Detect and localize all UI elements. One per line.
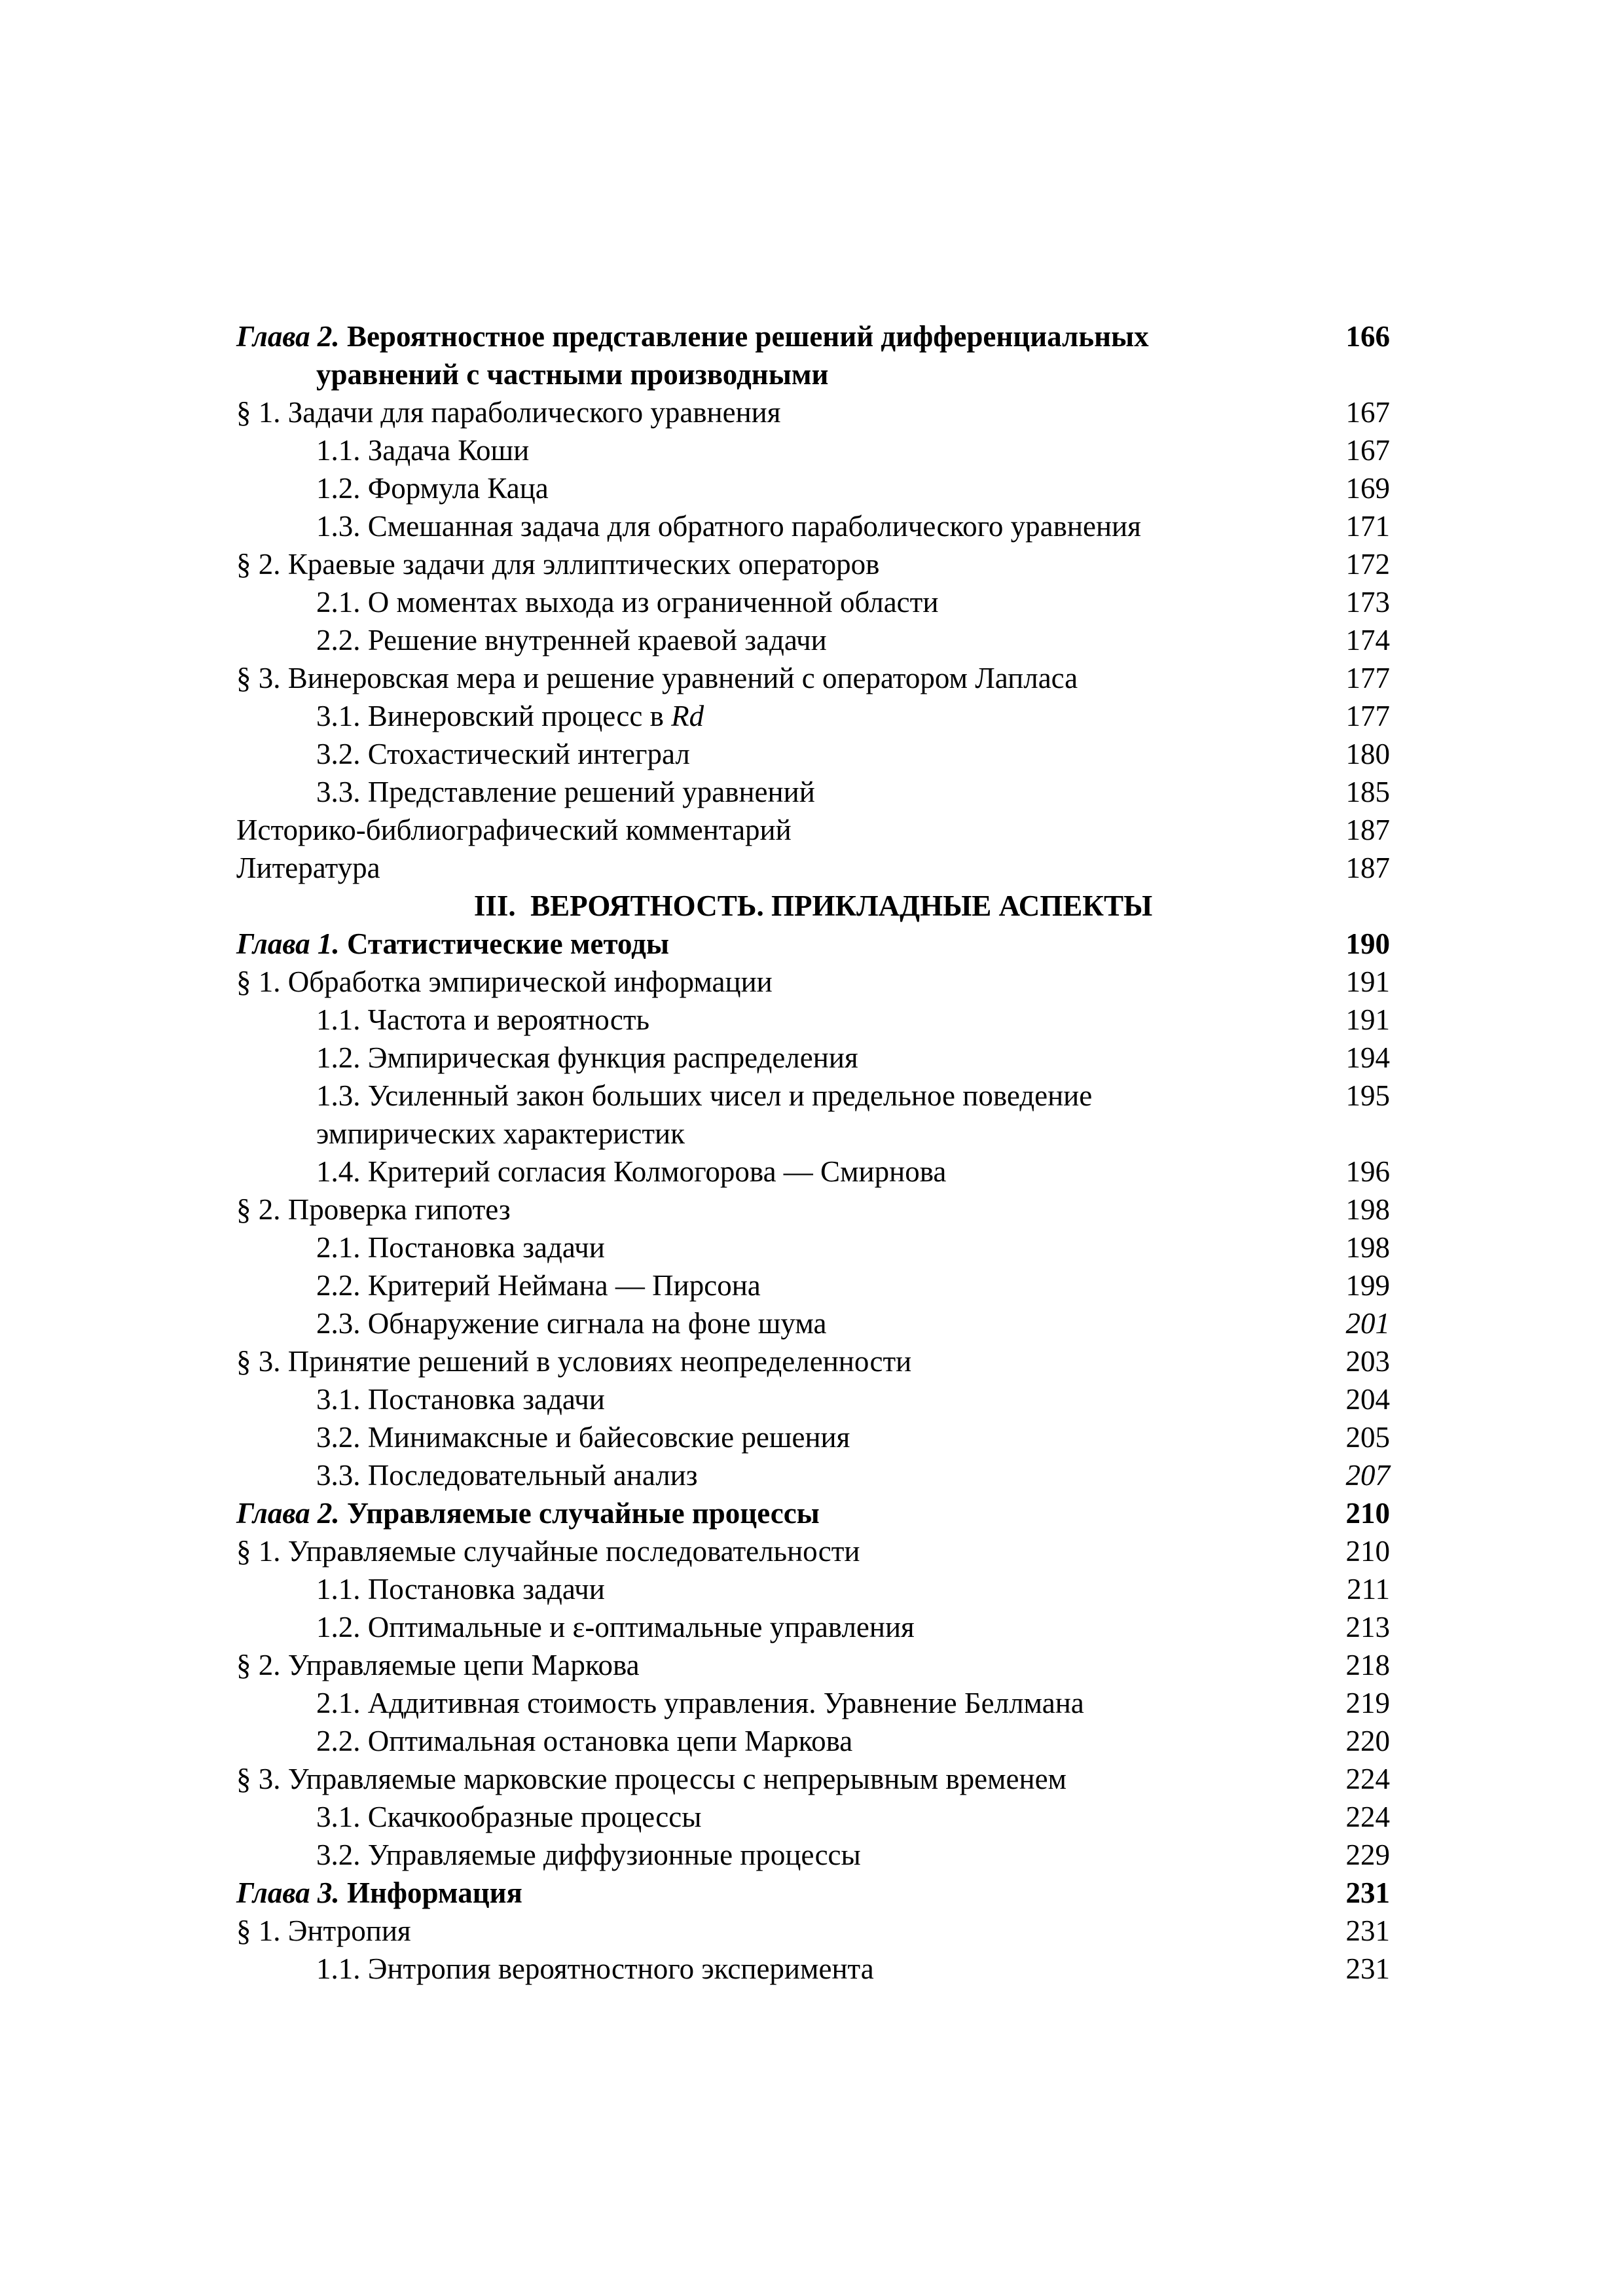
toc-entry-title [316, 1077, 1364, 1153]
toc-entry-title: 2.2. Оптимальная остановка цепи Маркова [316, 1725, 853, 1757]
toc-entry-title: Литература [236, 852, 380, 884]
toc-page-number: 210 [1345, 1535, 1390, 1568]
toc-subsection-problem-statement [236, 1229, 1390, 1266]
toc-page-number: 167 [1345, 396, 1390, 429]
toc-page-number: 199 [1345, 1269, 1390, 1302]
toc-subsection-optimal-stopping [236, 1722, 1390, 1760]
toc-entry-title: 2.2. Критерий Неймана — Пирсона [316, 1269, 761, 1302]
toc-entry-title: § 1. Обработка эмпирической информации [236, 965, 773, 998]
toc-page-number: 211 [1347, 1573, 1390, 1605]
toc-page-number: 198 [1345, 1193, 1390, 1226]
toc-section-parabolic [236, 393, 1390, 431]
toc-subsection-stochastic-integral [236, 735, 1390, 773]
toc-section-decision-uncertainty [236, 1342, 1390, 1380]
toc-entry-title: 2.1. О моментах выхода из ограниченной области [316, 586, 939, 619]
toc-chapter-statistical-methods [236, 925, 1390, 963]
toc-entry-title: 1.3. Смешанная задача для обратного параболического уравнения [316, 510, 1141, 543]
chapter-title: Управляемые случайные процессы [346, 1497, 820, 1530]
toc-section-continuous-time-markov [236, 1760, 1390, 1798]
toc-subsection-mixed-problem [236, 507, 1390, 545]
toc-page-number: 196 [1345, 1155, 1390, 1188]
toc-subsection-interior-boundary [236, 621, 1390, 659]
toc-entry-title: 2.1. Постановка задачи [316, 1231, 605, 1264]
toc-literature [236, 849, 1390, 887]
toc-entry-title: § 2. Проверка гипотез [236, 1193, 511, 1226]
toc-subsection-minimax-bayes [236, 1418, 1390, 1456]
toc-entry-title: 3.3. Представление решений уравнений [316, 776, 815, 808]
toc-entry-title: § 3. Управляемые марковские процессы с непрерывным временем [236, 1763, 1067, 1795]
toc-entry-title: 3.1. Постановка задачи [316, 1383, 605, 1416]
toc-entry-title: 1.1. Задача Коши [316, 434, 530, 467]
toc-subsection-exit-moments [236, 583, 1390, 621]
toc-entry-title [236, 317, 1284, 393]
chapter-label: Глава 2. [236, 1497, 340, 1530]
toc-entry-title: § 1. Задачи для параболического уравнения [236, 396, 781, 429]
chapter-label: Глава 1. [236, 927, 340, 960]
toc-section-controlled-markov-chains [236, 1646, 1390, 1684]
toc-entry-title: § 1. Управляемые случайные последовательности [236, 1535, 860, 1568]
toc-page-number: 220 [1345, 1725, 1390, 1757]
toc-page-number: 169 [1345, 472, 1390, 505]
toc-page-number: 166 [1345, 320, 1390, 353]
toc-entry-title: 3.2. Управляемые диффузионные процессы [316, 1839, 861, 1871]
toc-page-number: 219 [1345, 1687, 1390, 1719]
toc-section-hypothesis-testing [236, 1191, 1390, 1229]
toc-entry-title: 3.2. Стохастический интеграл [316, 738, 690, 770]
toc-entry-title: 3.2. Минимаксные и байесовские решения [316, 1421, 850, 1454]
toc-subsection-bellman-equation [236, 1684, 1390, 1722]
toc-page-number: 172 [1345, 548, 1390, 581]
toc-entry-title: 1.2. Формула Каца [316, 472, 549, 505]
toc-page-number: 174 [1345, 624, 1390, 656]
toc-entry-title [316, 697, 704, 735]
toc-page-number: 231 [1345, 1914, 1390, 1947]
toc-subsection-optimal-controls [236, 1608, 1390, 1646]
toc-page-number: 203 [1345, 1345, 1390, 1378]
chapter-label: Глава 2. [236, 320, 340, 353]
toc-page-number: 198 [1345, 1231, 1390, 1264]
toc-subsection-solution-representation [236, 773, 1390, 811]
toc-page-number: 231 [1345, 1876, 1390, 1909]
chapter-title: Информация [346, 1876, 522, 1909]
toc-page-number: 224 [1345, 1763, 1390, 1795]
toc-entry-title [236, 1494, 820, 1532]
toc-entry-title: § 1. Энтропия [236, 1914, 411, 1947]
toc-page-number: 231 [1345, 1952, 1390, 1985]
toc-entry-title: § 3. Винеровская мера и решение уравнений с оператором Лапласа [236, 662, 1078, 694]
toc-entry-title: 1.1. Постановка задачи [316, 1573, 605, 1605]
toc-page-number: 224 [1345, 1801, 1390, 1833]
toc-entry-title: 2.2. Решение внутренней краевой задачи [316, 624, 827, 656]
toc-subsection-wiener-process [236, 697, 1390, 735]
toc-entry-title: 1.2. Эмпирическая функция распределения [316, 1041, 858, 1074]
toc-subsection-cauchy [236, 431, 1390, 469]
chapter-label: Глава 3. [236, 1876, 340, 1909]
toc-page-number: 210 [1345, 1497, 1390, 1530]
toc-page-number: 201 [1345, 1307, 1390, 1340]
toc-entry-title [236, 925, 669, 963]
toc-section-empirical-info [236, 963, 1390, 1001]
toc-entry-title: 3.3. Последовательный анализ [316, 1459, 698, 1492]
toc-chapter-information [236, 1874, 1390, 1912]
toc-subsection-experiment-entropy [236, 1950, 1390, 1988]
toc-chapter-controlled-processes [236, 1494, 1390, 1532]
toc-page-number: 167 [1345, 434, 1390, 467]
toc-page-number: 205 [1345, 1421, 1390, 1454]
toc-entry-title: 1.1. Частота и вероятность [316, 1003, 650, 1036]
chapter-title-line-2: уравнений с частными производными [316, 358, 829, 391]
toc-section-elliptic [236, 545, 1390, 583]
entry-title-italic: Rd [671, 700, 704, 732]
chapter-title: Статистические методы [346, 927, 670, 960]
toc-page-number: 180 [1345, 738, 1390, 770]
toc-page-number: 171 [1345, 510, 1390, 543]
toc-subsection-controlled-diffusion [236, 1836, 1390, 1874]
toc-subsection-problem-statement [236, 1570, 1390, 1608]
toc-entry-title: 3.1. Скачкообразные процессы [316, 1801, 702, 1833]
toc-section-wiener-measure [236, 659, 1390, 697]
toc-page-number: 195 [1345, 1079, 1390, 1112]
toc-subsection-signal-detection [236, 1304, 1390, 1342]
toc-subsection-sequential-analysis [236, 1456, 1390, 1494]
toc-page-number: 177 [1345, 700, 1390, 732]
toc-historical-commentary [236, 811, 1390, 849]
table-of-contents [236, 317, 1390, 1988]
toc-page-number: 187 [1345, 852, 1390, 884]
toc-page-number: 187 [1345, 814, 1390, 846]
toc-entry-title: 2.1. Аддитивная стоимость управления. Уравнение Беллмана [316, 1687, 1084, 1719]
toc-page-number: 185 [1345, 776, 1390, 808]
toc-page-number: 204 [1345, 1383, 1390, 1416]
toc-section-controlled-sequences [236, 1532, 1390, 1570]
toc-entry-title: 1.4. Критерий согласия Колмогорова — Смирнова [316, 1155, 947, 1188]
toc-subsection-problem-statement [236, 1380, 1390, 1418]
toc-entry-title [236, 1874, 522, 1912]
toc-entry-title: § 2. Краевые задачи для эллиптических операторов [236, 548, 880, 581]
toc-page-number: 194 [1345, 1041, 1390, 1074]
entry-title-line-1: 1.3. Усиленный закон больших чисел и предельное поведение [316, 1079, 1093, 1112]
toc-entry-title: 1.2. Оптимальные и ε-оптимальные управления [316, 1611, 915, 1643]
toc-entry-title: 2.3. Обнаружение сигнала на фоне шума [316, 1307, 827, 1340]
toc-entry-title: § 2. Управляемые цепи Маркова [236, 1649, 640, 1681]
entry-title-line-2: эмпирических характеристик [316, 1117, 685, 1150]
toc-subsection-jump-processes [236, 1798, 1390, 1836]
toc-page-number: 191 [1345, 1003, 1390, 1036]
entry-title-prefix: 3.1. Винеровский процесс в [316, 700, 672, 732]
toc-page-number: 218 [1345, 1649, 1390, 1681]
toc-subsection-neyman-pearson [236, 1266, 1390, 1304]
toc-subsection-frequency-probability [236, 1001, 1390, 1039]
toc-entry-title: § 3. Принятие решений в условиях неопределенности [236, 1345, 912, 1378]
toc-page-number: 213 [1345, 1611, 1390, 1643]
toc-entry-title: Историко-библиографический комментарий [236, 814, 792, 846]
toc-entry-title: 1.1. Энтропия вероятностного эксперимента [316, 1952, 874, 1985]
toc-page-number: 177 [1345, 662, 1390, 694]
toc-subsection-kolmogorov-smirnov [236, 1153, 1390, 1191]
toc-page-number: 173 [1345, 586, 1390, 619]
chapter-title-line-1: Вероятностное представление решений дифференциальных [346, 320, 1149, 353]
toc-page-number: 207 [1345, 1459, 1390, 1492]
part-title: III. ВЕРОЯТНОСТЬ. ПРИКЛАДНЫЕ АСПЕКТЫ [473, 889, 1153, 922]
toc-page-number: 190 [1345, 927, 1390, 960]
toc-chapter-2-probabilistic-representation [236, 317, 1390, 393]
toc-subsection-strong-law [236, 1077, 1390, 1153]
toc-page-number: 191 [1345, 965, 1390, 998]
toc-subsection-empirical-distribution [236, 1039, 1390, 1077]
toc-section-entropy [236, 1912, 1390, 1950]
toc-subsection-kac-formula [236, 469, 1390, 507]
toc-part-3-heading [236, 887, 1390, 925]
toc-page-number: 229 [1345, 1839, 1390, 1871]
